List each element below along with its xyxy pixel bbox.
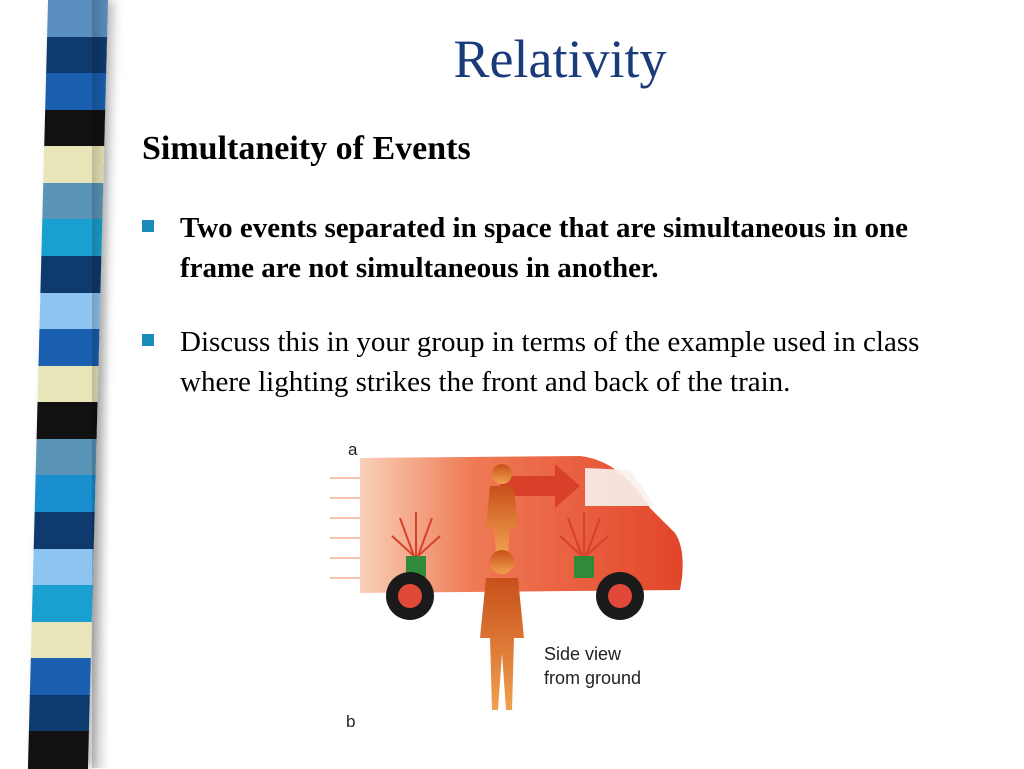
stripe-band (32, 585, 93, 623)
stripe-shadow (92, 0, 110, 768)
bullet-text: Discuss this in your group in terms of the example used in class where lighting strikes the front and back of the train. (180, 326, 920, 398)
stripe-band (28, 731, 89, 769)
slide-title: Relativity (453, 29, 667, 89)
bullet-item (142, 322, 962, 402)
flash-box-front (574, 556, 594, 578)
stripe-band (33, 549, 94, 587)
van-window (585, 468, 655, 506)
figure-caption: Side view from ground (544, 644, 642, 688)
stripe-band (37, 402, 98, 440)
bullet-square-icon (142, 220, 154, 232)
figure-label-a: a (348, 440, 358, 459)
stripe-band (36, 439, 97, 477)
stripe-band (37, 366, 98, 404)
stripe-band (29, 695, 90, 733)
stripe-band (30, 658, 91, 696)
bullet-square-icon (142, 334, 154, 346)
stripe-band (35, 475, 96, 513)
stripe-band (31, 622, 92, 660)
slide-subtitle: Simultaneity of Events (142, 130, 471, 167)
stripe-band (34, 512, 95, 550)
bullet-text: Two events separated in space that are simultaneous in one frame are not simultaneous in another. (180, 212, 908, 284)
stripe-band (38, 329, 99, 367)
figure-label-b: b (346, 712, 356, 731)
van-illustration (330, 438, 690, 738)
bullet-item (142, 208, 962, 288)
